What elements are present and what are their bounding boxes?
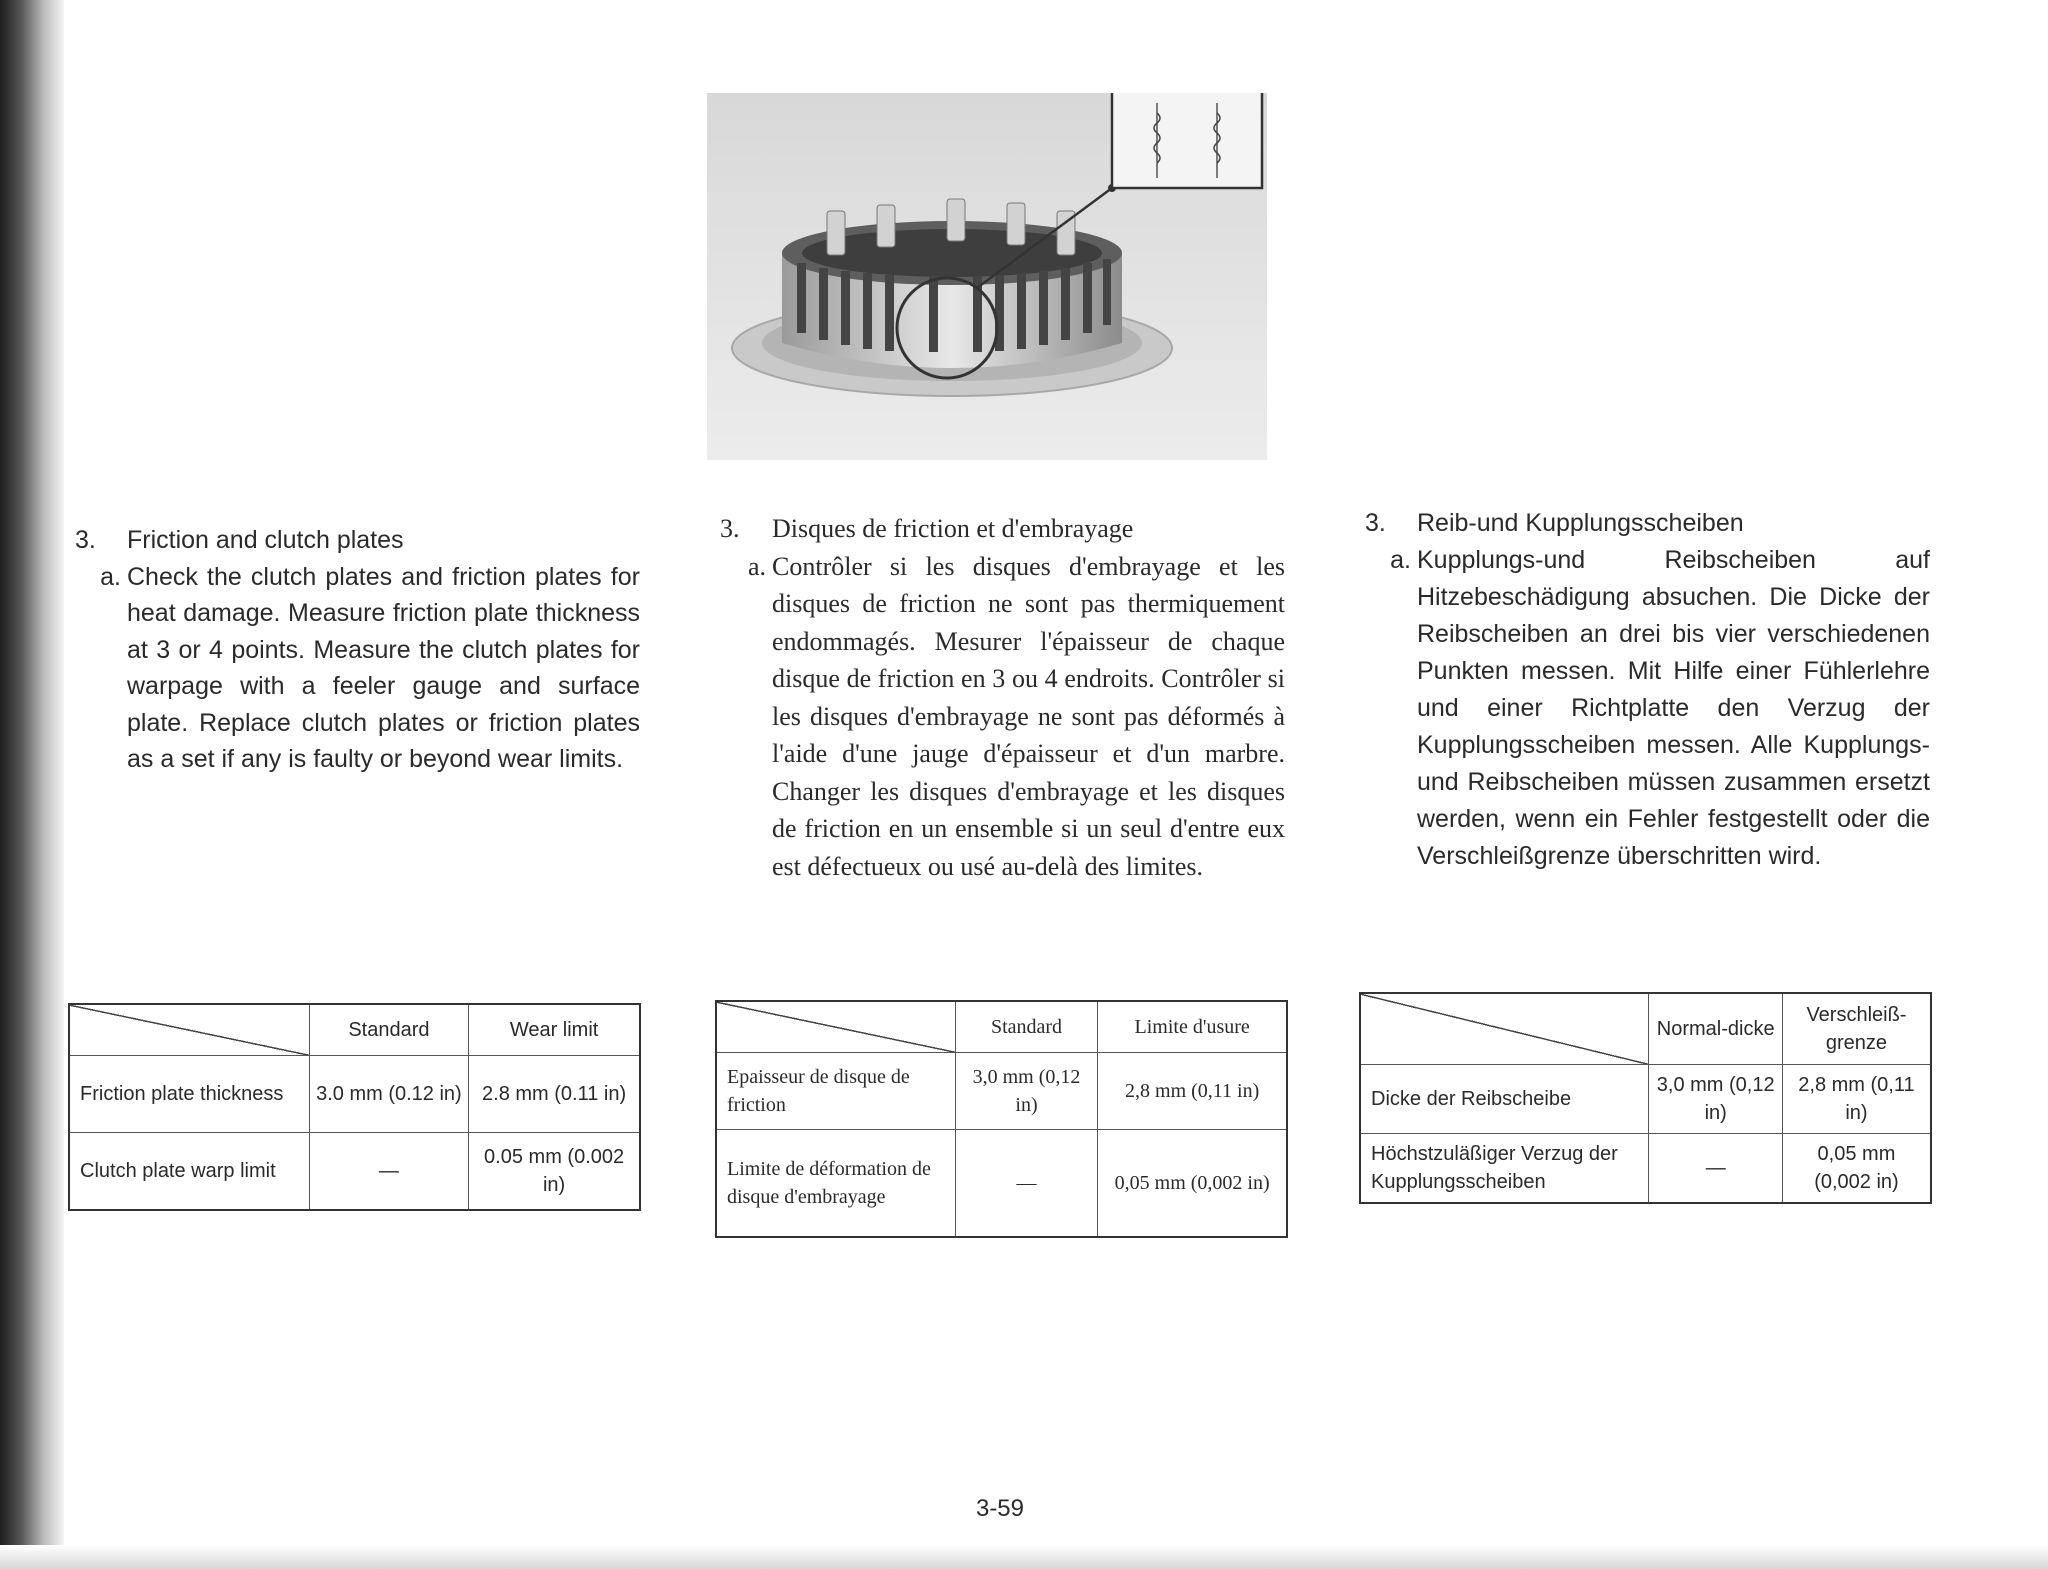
- english-heading: [75, 522, 640, 559]
- table-header-standard: Standard: [955, 1001, 1098, 1053]
- table-header-limit: Wear limit: [469, 1004, 640, 1056]
- table-row-label: Dicke der Reibscheibe: [1360, 1065, 1649, 1134]
- english-item-label: a.: [100, 562, 121, 591]
- french-heading-number: 3.: [720, 514, 740, 543]
- table-header-limit: Verschleiß-grenze: [1782, 993, 1931, 1065]
- table-cell-limit: 0,05 mm (0,002 in): [1782, 1134, 1931, 1204]
- french-heading-text: Disques de friction et d'embrayage: [772, 514, 1134, 543]
- french-spec-table: [715, 1000, 1288, 1238]
- german-item-label: a.: [1390, 546, 1411, 574]
- french-item-label: a.: [747, 551, 766, 581]
- german-heading-text: Reib-und Kupplungsscheiben: [1417, 509, 1744, 537]
- french-column: [720, 510, 1285, 885]
- english-item-a: [75, 559, 640, 778]
- german-item-text: Kupplungs-und Reibscheiben auf Hitzebeschädigung absuchen. Die Dicke der Reibscheiben an drei bis vier verschiedenen Punkten messen. Mit Hilfe einer Fühlerlehre und einer Richtplatte den Verzug der Kupplungsscheiben messen. Alle Kupplungs-und Reibscheiben müssen zusammen ersetzt werden, wenn ein Fehler festgestellt oder die Verschleißgrenze überschritten wird.: [1417, 546, 1930, 870]
- table-header-standard: Standard: [309, 1004, 469, 1056]
- table-cell-standard: 3,0 mm (0,12 in): [1649, 1065, 1782, 1134]
- page-number: 3-59: [975, 1495, 1025, 1522]
- table-corner-cell: [1360, 993, 1649, 1065]
- german-column: [1365, 505, 1930, 875]
- table-row: [716, 1130, 1287, 1238]
- table-cell-limit: 0,05 mm (0,002 in): [1098, 1130, 1287, 1238]
- table-corner-cell: [716, 1001, 955, 1053]
- table-cell-standard: —: [1649, 1134, 1782, 1204]
- german-heading-number: 3.: [1365, 509, 1386, 537]
- table-cell-standard: 3.0 mm (0.12 in): [309, 1056, 469, 1133]
- table-cell-standard: —: [955, 1130, 1098, 1238]
- table-row-label: Clutch plate warp limit: [69, 1133, 309, 1211]
- table-header-row: [69, 1004, 640, 1056]
- clutch-boss-illustration: [707, 93, 1267, 460]
- german-heading: [1365, 505, 1930, 542]
- table-header-row: [1360, 993, 1931, 1065]
- clutch-boss-photo: [707, 93, 1267, 460]
- french-item-a: [720, 548, 1285, 886]
- table-corner-cell: [69, 1004, 309, 1056]
- english-heading-number: 3.: [75, 526, 96, 554]
- table-row-label: Epaisseur de disque de friction: [716, 1053, 955, 1130]
- english-spec-table: [68, 1003, 641, 1211]
- table-row-label: Friction plate thickness: [69, 1056, 309, 1133]
- table-cell-standard: 3,0 mm (0,12 in): [955, 1053, 1098, 1130]
- table-row-label: Limite de déformation de disque d'embrayage: [716, 1130, 955, 1238]
- french-heading: [720, 510, 1285, 548]
- english-heading-text: Friction and clutch plates: [127, 526, 404, 554]
- table-row: [1360, 1065, 1931, 1134]
- table-header-row: [716, 1001, 1287, 1053]
- table-header-limit: Limite d'usure: [1098, 1001, 1287, 1053]
- table-row: [716, 1053, 1287, 1130]
- table-header-standard: Normal-dicke: [1649, 993, 1782, 1065]
- table-cell-limit: 2,8 mm (0,11 in): [1098, 1053, 1287, 1130]
- table-row-label: Höchstzuläßiger Verzug der Kupplungsscheiben: [1360, 1134, 1649, 1204]
- german-item-a: [1365, 542, 1930, 875]
- english-column: [75, 522, 640, 778]
- german-spec-table: [1359, 992, 1932, 1204]
- english-item-text: Check the clutch plates and friction plates for heat damage. Measure friction plate thickness at 3 or 4 points. Measure the clutch plates for warpage with a feeler gauge and surface plate. Replace clutch plates or friction plates as a set if any is faulty or beyond wear limits.: [127, 562, 640, 773]
- table-row: [69, 1133, 640, 1211]
- table-row: [1360, 1134, 1931, 1204]
- table-cell-limit: 2,8 mm (0,11 in): [1782, 1065, 1931, 1134]
- french-item-text: Contrôler si les disques d'embrayage et les disques de friction ne sont pas thermiquement endommagés. Mesurer l'épaisseur de chaque disque de friction en 3 ou 4 endroits. Contrôler si les disques d'embrayage ne sont pas déformés à l'aide d'une jauge d'épaisseur et d'un marbre. Changer les disques d'embrayage et les disques de friction en un ensemble si un seul d'entre eux est défectueux ou usé au-delà des limites.: [772, 551, 1285, 881]
- table-cell-limit: 0.05 mm (0.002 in): [469, 1133, 640, 1211]
- table-row: [69, 1056, 640, 1133]
- table-cell-limit: 2.8 mm (0.11 in): [469, 1056, 640, 1133]
- book-binding-shadow: [0, 0, 64, 1569]
- table-cell-standard: —: [309, 1133, 469, 1211]
- page-bottom-edge: [0, 1545, 2048, 1569]
